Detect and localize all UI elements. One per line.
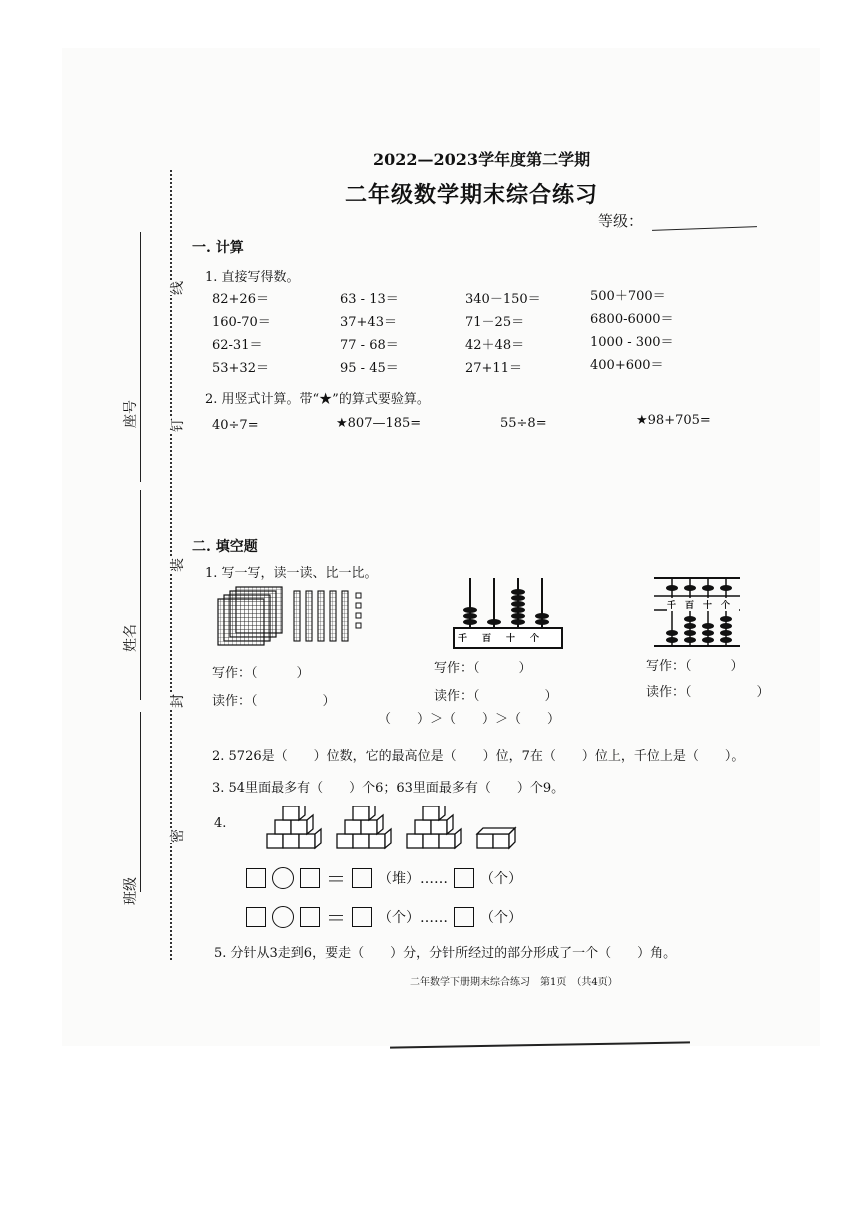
fill-q3: 3. 54里面最多有（ ）个6；63里面最多有（ ）个9。 [212, 781, 565, 796]
vertical-calc-item: 40÷7= [212, 418, 259, 433]
abacus-frame-icon [650, 574, 744, 650]
calc-item: 53+32＝ [212, 361, 269, 376]
unit-label: （个） [480, 909, 522, 926]
term-title: 2022—2023学年度第二学期 [373, 150, 591, 169]
page-footer: 二年数学下册期末综合练习 第1页 （共4页） [410, 977, 618, 988]
abacus-place-labels: 千百十个 [458, 634, 555, 644]
fill-q4-label: 4. [214, 816, 227, 831]
answer-box[interactable] [454, 868, 474, 888]
write-answer-2[interactable]: 写作：（ ） [434, 661, 532, 676]
read-answer-2[interactable]: 读作：（ ） [434, 689, 558, 704]
write-answer-1[interactable]: 写作：（ ） [212, 666, 310, 681]
class-underline [140, 712, 141, 892]
calc-item: 340－150＝ [465, 292, 541, 307]
calc-item: 63 - 13＝ [340, 292, 399, 307]
cube-stacks-icon [265, 806, 525, 852]
calc-item: 400+600＝ [590, 358, 664, 373]
answer-box[interactable] [246, 907, 266, 927]
calc-item: 95 - 45＝ [340, 361, 399, 376]
read-answer-1[interactable]: 读作：（ ） [212, 694, 336, 709]
seat-label: 座号 [123, 400, 139, 428]
fill-q1-label: 1. 写一写，读一读、比一比。 [205, 566, 378, 581]
operator-circle[interactable] [272, 906, 294, 928]
calc-item: 62-31＝ [212, 338, 263, 353]
binding-feng-char: 封 [165, 694, 189, 708]
q4-equation-row-1 [246, 863, 522, 892]
compare-blanks[interactable]: （ ）＞（ ）＞（ ） [378, 712, 561, 727]
name-label: 姓名 [123, 624, 139, 652]
operator-circle[interactable] [272, 867, 294, 889]
answer-box[interactable] [454, 907, 474, 927]
binding-zhuang-char: 装 [165, 558, 189, 572]
equals-sign: ＝ [326, 906, 346, 930]
vertical-calc-item: ★98+705= [636, 413, 711, 428]
calc-item: 42＋48＝ [465, 338, 525, 353]
unit-label: （个） [480, 870, 522, 887]
unit-label: （堆）…… [378, 870, 448, 887]
seat-underline [140, 232, 141, 482]
calc-item: 71－25＝ [465, 315, 525, 330]
section2-heading: 二. 填空题 [192, 539, 258, 555]
answer-box[interactable] [300, 868, 320, 888]
answer-box[interactable] [352, 907, 372, 927]
calc-item: 1000 - 300＝ [590, 335, 674, 350]
binding-ding-char: 钉 [165, 418, 189, 432]
calc-item: 37+43＝ [340, 315, 397, 330]
q2-label: 2. 用竖式计算。带“★”的算式要验算。 [205, 392, 430, 407]
read-answer-3[interactable]: 读作：（ ） [646, 685, 770, 700]
binding-line-char: 线 [165, 281, 189, 295]
equals-sign: ＝ [326, 867, 346, 891]
answer-box[interactable] [352, 868, 372, 888]
vertical-calc-item: ★807—185= [336, 416, 422, 431]
write-answer-3[interactable]: 写作：（ ） [646, 659, 744, 674]
name-underline [140, 490, 141, 700]
calc-item: 27+11＝ [465, 361, 522, 376]
calc-item: 6800-6000＝ [590, 312, 674, 327]
calc-item: 500＋700＝ [590, 289, 666, 304]
unit-label: （个）…… [378, 909, 448, 926]
binding-mi-char: 密 [165, 829, 189, 843]
fill-q2: 2. 5726是（ ）位数，它的最高位是（ ）位，7在（ ）位上，千位上是（ ）。 [212, 749, 745, 764]
exam-title: 二年级数学期末综合练习 [345, 182, 599, 208]
calc-item: 160-70＝ [212, 315, 271, 330]
calc-item: 82+26＝ [212, 292, 269, 307]
fill-q5: 5. 分针从3走到6，要走（ ）分，分针所经过的部分形成了一个（ ）角。 [214, 946, 677, 961]
answer-box[interactable] [300, 907, 320, 927]
calc-item: 77 - 68＝ [340, 338, 399, 353]
q4-equation-row-2 [246, 902, 522, 931]
vertical-calc-item: 55÷8= [500, 416, 547, 431]
q1-label: 1. 直接写得数。 [205, 270, 300, 285]
answer-box[interactable] [246, 868, 266, 888]
section1-heading: 一. 计算 [192, 240, 244, 256]
base-ten-blocks-icon [212, 585, 372, 647]
class-label: 班级 [123, 877, 139, 905]
abacus-frame-place-labels: 千百十个 [667, 598, 739, 611]
grade-label: 等级： [598, 212, 644, 230]
